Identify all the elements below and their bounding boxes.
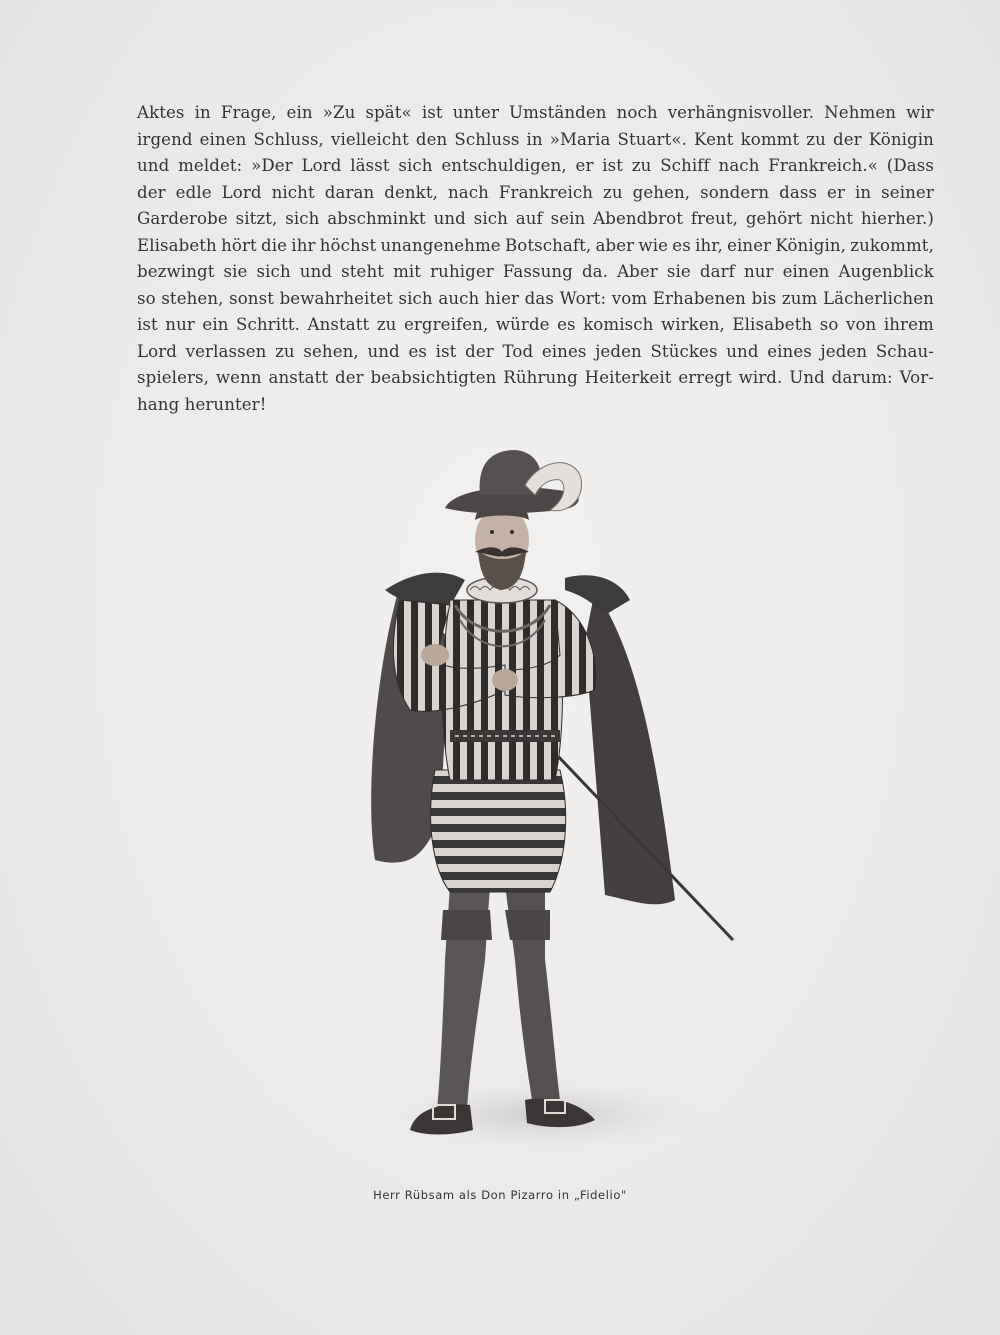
word: sich [473,209,508,228]
word: »Zu [322,103,356,122]
word: abschminkt [327,209,426,228]
costume-illustration [355,440,750,1160]
word: Tod [502,341,534,361]
word: »Der [251,156,293,175]
word: Lord [137,341,177,361]
word: es [408,341,427,361]
word: ihr [291,235,316,255]
word: sich [256,262,291,281]
word: Schau- [875,341,934,361]
word: Stückes [650,341,718,361]
word: wie [638,235,669,255]
word: ein [202,315,229,334]
word: Frankreich [498,182,594,202]
word: Augenblick [838,262,934,281]
word: spät« [365,103,412,122]
word: Vor- [899,368,934,387]
word: in [194,103,211,122]
word: denkt, [384,182,438,202]
text-line [137,339,934,366]
word: edle [175,182,212,202]
word: er [575,156,594,175]
word: (Dass [886,156,934,175]
word: irgend [137,129,193,149]
word: der [465,341,494,361]
word: Stuart«. [617,129,687,149]
word: noch [616,103,658,122]
word: spielers, [137,368,210,387]
word: ist [137,315,158,334]
word: Lord [301,156,342,175]
text-line [137,206,934,233]
text-line [137,100,934,127]
word: zu [275,341,295,361]
word: verlassen [185,341,267,361]
word: auf [515,209,543,228]
word: nach [718,156,760,175]
text-line [137,233,934,260]
word: wenn [215,368,262,387]
word: er [827,182,845,202]
word: sonst [229,288,274,308]
word: Frage, [220,103,277,122]
word: hang herunter! [137,394,267,414]
word: hört [221,235,257,255]
word: nicht [271,182,315,202]
word: entschuldigen, [441,156,567,175]
word: und [726,341,759,361]
word: Schluss, [253,129,324,149]
word: Rührung [503,368,578,387]
word: Heiterkeit [584,368,672,387]
text-line [137,153,934,180]
word: jeden [820,341,868,361]
word: einen [199,129,247,149]
word: freut, [690,209,738,228]
word: bezwingt [137,262,215,281]
word: hier [484,288,520,308]
word: ist [602,156,624,175]
word: es [557,315,576,334]
word: seiner [881,182,934,202]
word: würde [495,315,550,334]
word: und [299,262,333,281]
word: den [415,129,448,149]
word: und [367,341,400,361]
word: Fassung [502,262,573,281]
word: höchst [319,235,377,255]
word: gehen, [632,182,691,202]
word: da. [581,262,609,281]
word: erregt [678,368,732,387]
word: und [137,156,170,175]
word: sie [223,262,248,281]
word: Aber [617,262,658,281]
word: einer [727,235,772,255]
word: zukommt, [850,235,934,255]
word: die [261,235,288,255]
hand [421,644,449,666]
word: Nehmen [824,103,897,122]
word: Abendbrot [593,209,684,228]
word: Anstatt [307,315,370,334]
word: meldet: [178,156,243,175]
word: sehen, [303,341,359,361]
word: bis [751,288,777,308]
word: Schluss [454,129,520,149]
text-line [137,259,934,286]
word: kommt [740,129,800,149]
word: dass [779,182,818,202]
word: einen [782,262,830,281]
text-line [137,365,934,392]
word: Schritt. [236,315,301,334]
word: ergreifen, [403,315,489,334]
word: zu [806,129,826,149]
text-line [137,312,934,339]
word: anstatt [268,368,329,387]
word: unangenehme [380,235,501,255]
word: ihr, [695,235,723,255]
word: nach [447,182,489,202]
word: sondern [700,182,770,202]
word: eines [541,341,587,361]
word: Wort: [559,288,607,308]
word: sich [398,288,433,308]
word: darum: [831,368,893,387]
word: das [524,288,554,308]
word: es [672,235,691,255]
word: unter [452,103,499,122]
word: vielleicht [330,129,409,149]
word: so [819,315,839,334]
word: der [832,129,862,149]
word: »Maria [549,129,611,149]
word: zu [631,156,652,175]
word: Umständen [509,103,607,122]
word: vom [611,288,648,308]
word: Königin [868,129,934,149]
word: stehen, [161,288,224,308]
word: in [854,182,872,202]
word: beabsichtigten [370,368,497,387]
word: der [335,368,364,387]
cape-right [585,590,675,904]
word: Erhabenen [652,288,746,308]
word: und [433,209,466,228]
word: zu [603,182,623,202]
word: zu [376,315,397,334]
word: Elisabeth [137,235,217,255]
word: darf [699,262,735,281]
word: so [137,288,156,308]
word: komisch [583,315,654,334]
word: Königin, [775,235,847,255]
word: Frankreich.« [768,156,879,175]
word: nur [165,315,195,334]
word: Aktes [137,103,185,122]
body-paragraph [137,100,934,418]
word: Garderobe [137,209,228,228]
word: zum [781,288,818,308]
figure-caption: Herr Rübsam als Don Pizarro in „Fidelio" [373,1188,627,1202]
word: Botschaft, [504,235,592,255]
word: auch [438,288,480,308]
word: Lord [221,182,262,202]
word: hierher.) [860,209,934,228]
word: wirken, [660,315,725,334]
text-line-last [137,392,934,419]
word: sie [666,262,691,281]
word: aber [595,235,635,255]
word: Und [789,368,825,387]
text-line [137,127,934,154]
word: ist [421,103,443,122]
trunk-hose [431,770,566,892]
word: Elisabeth [732,315,813,334]
word: von [845,315,877,334]
word: ruhiger [430,262,494,281]
word: in [526,129,543,149]
word: sitzt, [235,209,278,228]
hand [492,669,518,691]
word: nur [743,262,774,281]
text-line [137,180,934,207]
word: ein [286,103,313,122]
word: sein [550,209,586,228]
word: Kent [694,129,734,149]
word: Lächerlichen [822,288,934,308]
word: steht [341,262,385,281]
word: lässt [350,156,390,175]
word: bewahrheitet [279,288,393,308]
word: daran [324,182,375,202]
word: Schiff [660,156,710,175]
word: eines [767,341,812,361]
word: ist [435,341,457,361]
word: sich [285,209,320,228]
word: wir [906,103,934,122]
word: ihrem [883,315,934,334]
word: gehört [745,209,803,228]
text-line [137,286,934,313]
word: verhängnisvoller. [667,103,815,122]
word: sich [398,156,433,175]
word: der [137,182,166,202]
word: mit [393,262,422,281]
word: wird. [738,368,783,387]
word: nicht [809,209,854,228]
word: jeden [595,341,642,361]
